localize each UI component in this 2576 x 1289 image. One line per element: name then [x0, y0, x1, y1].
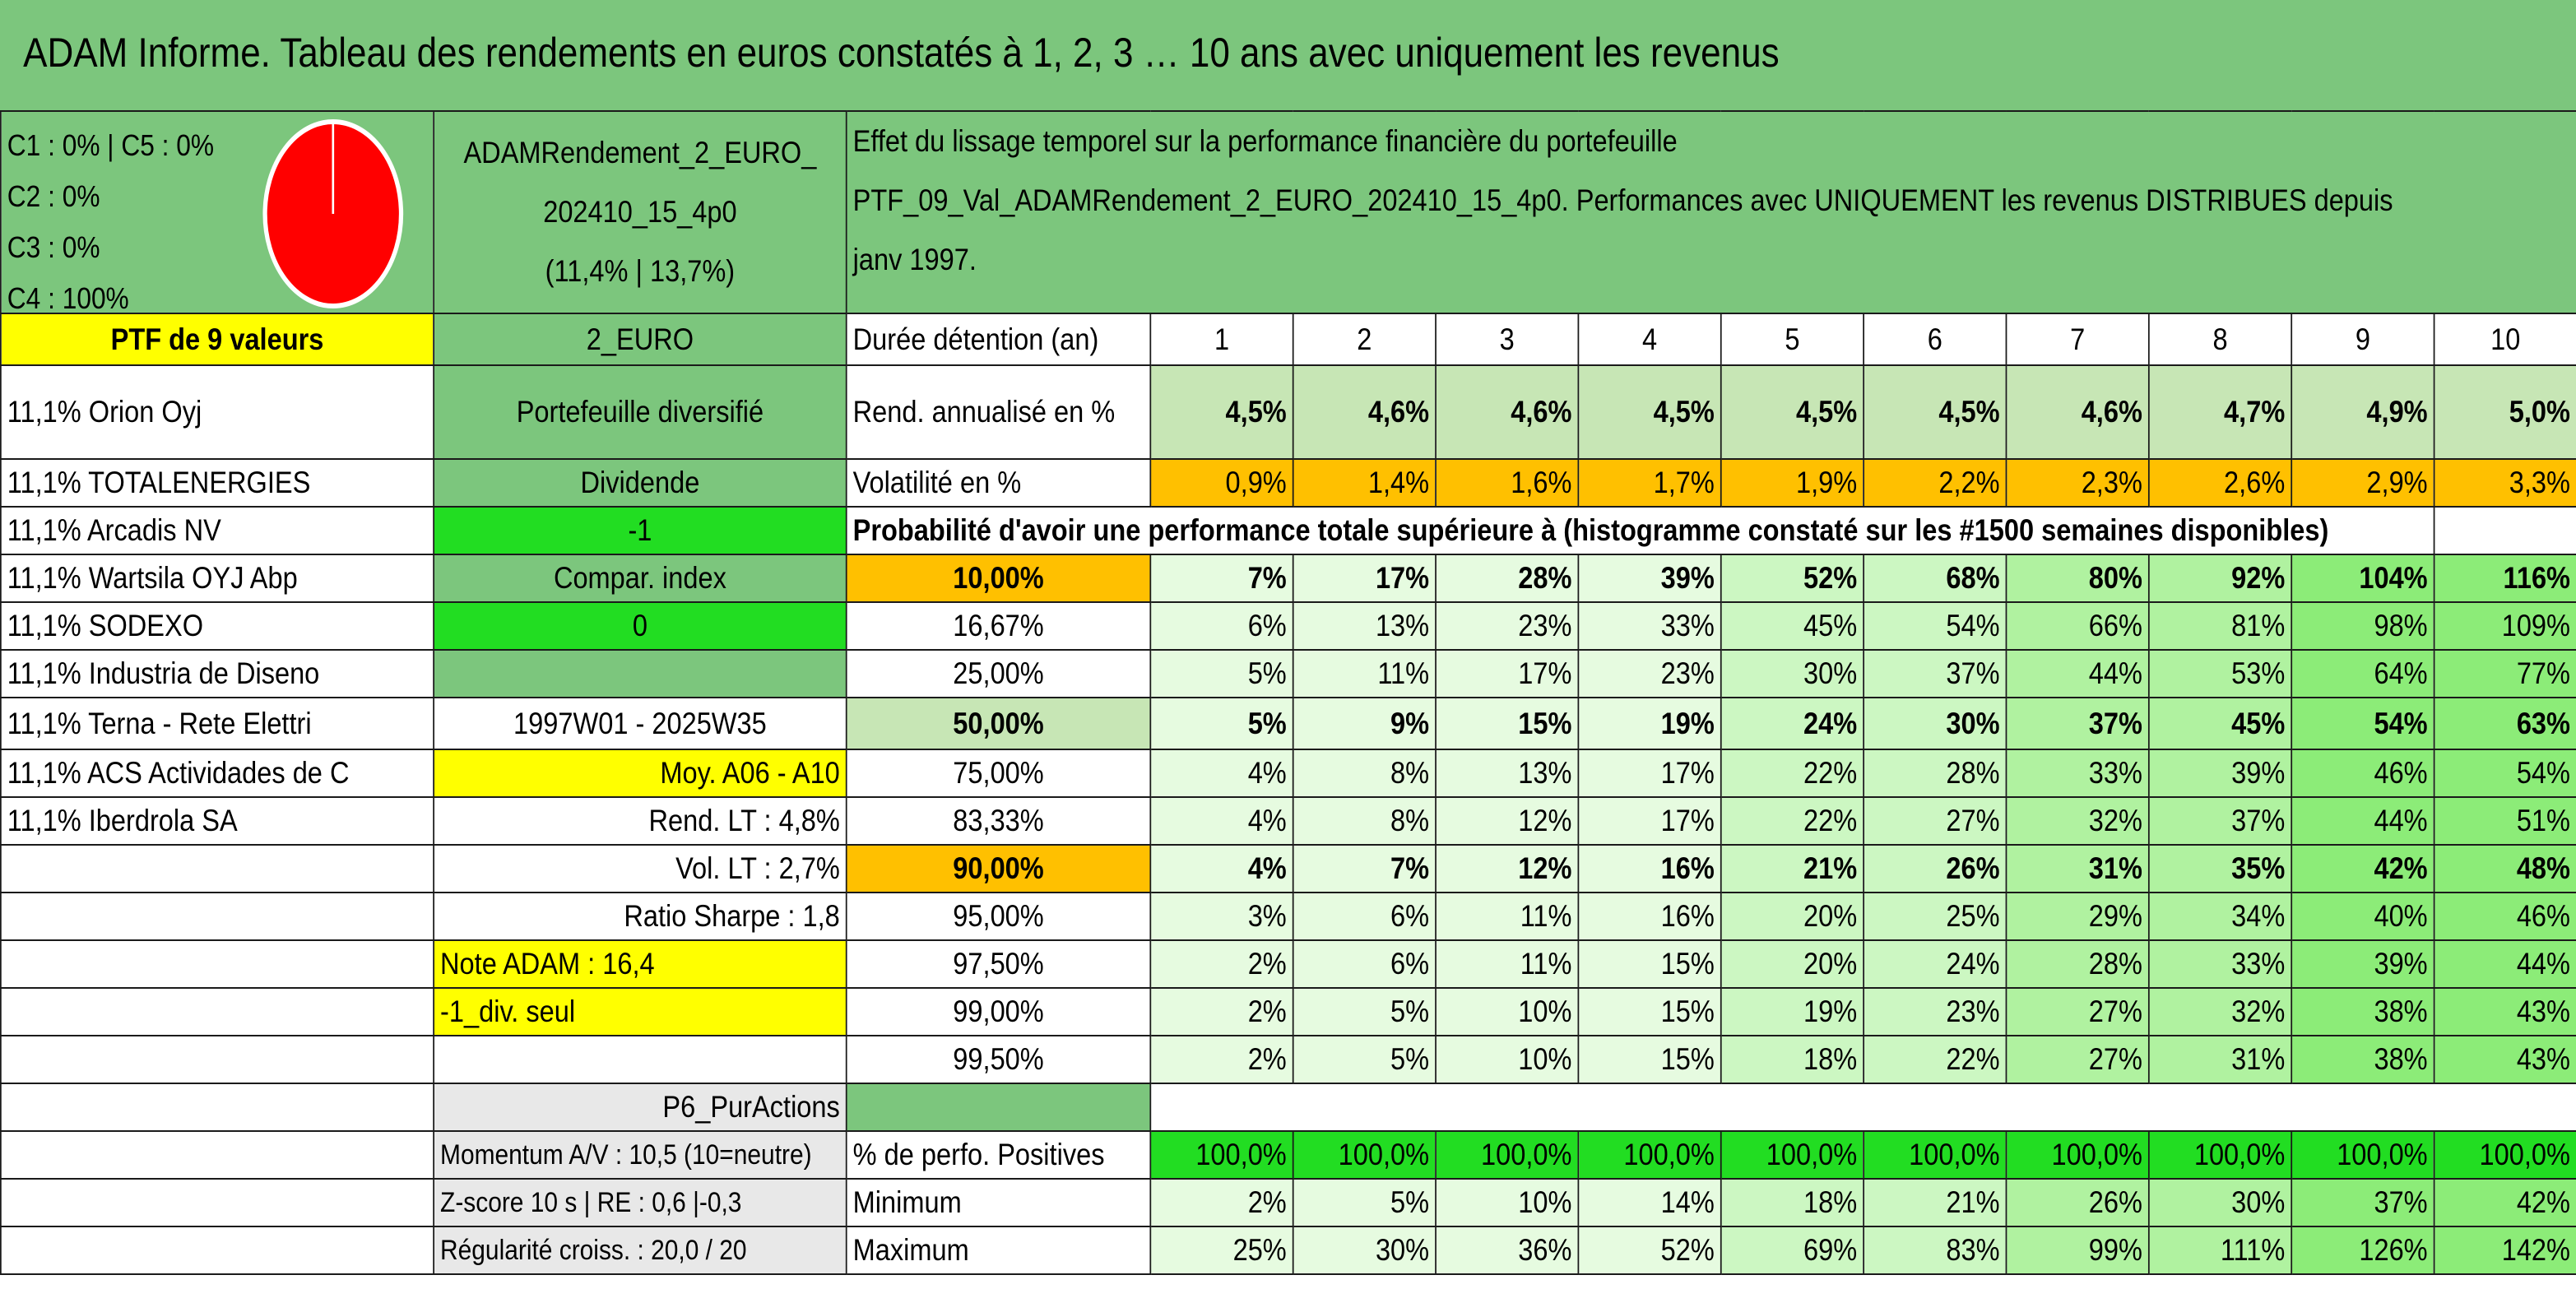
prob-value: 28%	[1864, 749, 2006, 797]
positives-value: 100,0%	[1721, 1131, 1864, 1179]
prob-value: 51%	[2434, 797, 2576, 845]
vol-value: 1,7%	[1578, 459, 1720, 507]
report-title: ADAM Informe. Tableau des rendements en euros constatés à 1, 2, 3 … 10 ans avec uniquement les revenus	[0, 0, 2576, 110]
prob-value: 45%	[2149, 698, 2291, 749]
empty-cell	[1, 988, 434, 1036]
vol-value: 1,9%	[1721, 459, 1864, 507]
prob-value: 34%	[2149, 893, 2291, 940]
prob-value: 13%	[1293, 602, 1436, 650]
year-header: 4	[1578, 313, 1720, 365]
duration-label: Durée détention (an)	[847, 313, 1151, 365]
rend-value: 4,5%	[1150, 365, 1293, 459]
rend-value: 4,5%	[1864, 365, 2006, 459]
holding-name: 11,1% ACS Actividades de C	[1, 749, 434, 797]
threshold-value: 75,00%	[847, 749, 1151, 797]
p6-row	[1, 1083, 2576, 1131]
maximum-value: 126%	[2291, 1226, 2434, 1274]
prob-value: 39%	[1578, 554, 1720, 602]
prob-value: 12%	[1436, 845, 1578, 893]
prob-value: 32%	[2006, 797, 2148, 845]
vol-value: 1,6%	[1436, 459, 1578, 507]
prob-value: 17%	[1293, 554, 1436, 602]
maximum-value: 111%	[2149, 1226, 2291, 1274]
prob-value: 22%	[1864, 1036, 2006, 1083]
vol-value: 2,9%	[2291, 459, 2434, 507]
minimum-value: 30%	[2149, 1179, 2291, 1226]
prob-value: 16%	[1578, 845, 1720, 893]
year-header: 9	[2291, 313, 2434, 365]
prob-value: 33%	[2006, 749, 2148, 797]
prob-value: 54%	[2291, 698, 2434, 749]
positives-label: % de perfo. Positives	[847, 1131, 1151, 1179]
allocation-line: C4 : 100%	[7, 281, 129, 313]
threshold-value: 99,50%	[847, 1036, 1151, 1083]
prob-value: 3%	[1150, 893, 1293, 940]
prob-value: 11%	[1436, 893, 1578, 940]
empty-cell	[1, 1083, 434, 1131]
prob-value: 31%	[2006, 845, 2148, 893]
holding-name: 11,1% SODEXO	[1, 602, 434, 650]
prob-value: 37%	[2006, 698, 2148, 749]
maximum-value: 142%	[2434, 1226, 2576, 1274]
prob-value: 38%	[2291, 1036, 2434, 1083]
prob-value: 54%	[1864, 602, 2006, 650]
empty-cell	[1, 940, 434, 988]
effect-description	[847, 111, 2576, 313]
vol-value: 2,2%	[1864, 459, 2006, 507]
empty-cell	[847, 1083, 1151, 1131]
positives-row	[1, 1131, 2576, 1179]
prob-value: 81%	[2149, 602, 2291, 650]
minimum-value: 37%	[2291, 1179, 2434, 1226]
prob-value: 10%	[1436, 988, 1578, 1036]
vol-value: 2,6%	[2149, 459, 2291, 507]
holding-name: 11,1% Wartsila OYJ Abp	[1, 554, 434, 602]
rend-value: 5,0%	[2434, 365, 2576, 459]
prob-value: 24%	[1721, 698, 1864, 749]
maximum-row	[1, 1226, 2576, 1274]
prob-value: 5%	[1150, 650, 1293, 698]
prob-value: 22%	[1721, 797, 1864, 845]
prob-row	[1, 554, 2576, 602]
rend-value: 4,6%	[1436, 365, 1578, 459]
p6-label: P6_PurActions	[434, 1083, 847, 1131]
rend-value: 4,5%	[1578, 365, 1720, 459]
prob-value: 23%	[1578, 650, 1720, 698]
rend-label: Rend. annualisé en %	[847, 365, 1151, 459]
prob-row	[1, 602, 2576, 650]
prob-value: 15%	[1578, 988, 1720, 1036]
prob-value: 15%	[1436, 698, 1578, 749]
portfolio-return-range: (11,4% | 13,7%)	[545, 254, 736, 288]
prob-value: 77%	[2434, 650, 2576, 698]
positives-value: 100,0%	[1436, 1131, 1578, 1179]
minimum-value: 14%	[1578, 1179, 1720, 1226]
empty-cell	[1, 893, 434, 940]
holding-name: 11,1% Industria de Diseno	[1, 650, 434, 698]
prob-value: 5%	[1150, 698, 1293, 749]
empty-cell	[434, 650, 847, 698]
minimum-value: 42%	[2434, 1179, 2576, 1226]
year-header: 6	[1864, 313, 2006, 365]
regularite-label: Régularité croiss. : 20,0 / 20	[434, 1226, 847, 1274]
prob-value: 44%	[2291, 797, 2434, 845]
effect-line: janv 1997.	[852, 243, 977, 276]
positives-value: 100,0%	[2006, 1131, 2148, 1179]
vol-label: Volatilité en %	[847, 459, 1151, 507]
vol-value: 2,3%	[2006, 459, 2148, 507]
allocation-pie-chart	[261, 117, 406, 311]
prob-value: 16%	[1578, 893, 1720, 940]
prob-header: Probabilité d'avoir une performance totale supérieure à (histogramme constaté sur les #1500 semaines disponibles)	[847, 507, 2434, 554]
prob-value: 27%	[1864, 797, 2006, 845]
holding-name: 11,1% Iberdrola SA	[1, 797, 434, 845]
momentum-label: Momentum A/V : 10,5 (10=neutre)	[434, 1131, 847, 1179]
minimum-value: 26%	[2006, 1179, 2148, 1226]
portfolio-type: Portefeuille diversifié	[434, 365, 847, 459]
prob-value: 44%	[2006, 650, 2148, 698]
empty-cell	[434, 1036, 847, 1083]
moy-label: Moy. A06 - A10	[434, 749, 847, 797]
prob-value: 43%	[2434, 1036, 2576, 1083]
threshold-value: 50,00%	[847, 698, 1151, 749]
prob-value: 15%	[1578, 1036, 1720, 1083]
prob-row	[1, 893, 2576, 940]
prob-value: 20%	[1721, 940, 1864, 988]
prob-value: 8%	[1293, 797, 1436, 845]
prob-value: 35%	[2149, 845, 2291, 893]
ptf-header: PTF de 9 valeurs	[1, 313, 434, 365]
rend-value: 4,5%	[1721, 365, 1864, 459]
prob-value: 2%	[1150, 940, 1293, 988]
prob-value: 8%	[1293, 749, 1436, 797]
effect-line: Effet du lissage temporel sur la performance financière du portefeuille	[852, 124, 1678, 158]
prob-value: 44%	[2434, 940, 2576, 988]
prob-value: 6%	[1150, 602, 1293, 650]
allocation-cell	[1, 111, 434, 313]
prob-value: 37%	[1864, 650, 2006, 698]
prob-row	[1, 749, 2576, 797]
portfolio-name-cell	[434, 111, 847, 313]
prob-value: 21%	[1721, 845, 1864, 893]
minimum-value: 18%	[1721, 1179, 1864, 1226]
maximum-value: 83%	[1864, 1226, 2006, 1274]
period-label: 1997W01 - 2025W35	[434, 698, 847, 749]
effect-line: PTF_09_Val_ADAMRendement_2_EURO_202410_15_4p0. Performances avec UNIQUEMENT les revenus DISTRIBUES depuis	[852, 183, 2393, 217]
prob-value: 10%	[1436, 1036, 1578, 1083]
prob-value: 29%	[2006, 893, 2148, 940]
rend-value: 4,6%	[2006, 365, 2148, 459]
prob-value: 53%	[2149, 650, 2291, 698]
prob-value: 23%	[1864, 988, 2006, 1036]
prob-value: 68%	[1864, 554, 2006, 602]
prob-value: 6%	[1293, 940, 1436, 988]
prob-value: 33%	[1578, 602, 1720, 650]
minimum-label: Minimum	[847, 1179, 1151, 1226]
year-header: 7	[2006, 313, 2148, 365]
prob-row	[1, 845, 2576, 893]
prob-value: 48%	[2434, 845, 2576, 893]
prob-value: 28%	[1436, 554, 1578, 602]
prob-value: 31%	[2149, 1036, 2291, 1083]
prob-row	[1, 698, 2576, 749]
minimum-value: 21%	[1864, 1179, 2006, 1226]
positives-value: 100,0%	[1578, 1131, 1720, 1179]
div-seul-label: -1_div. seul	[434, 988, 847, 1036]
threshold-value: 99,00%	[847, 988, 1151, 1036]
prob-value: 19%	[1721, 988, 1864, 1036]
prob-value: 4%	[1150, 749, 1293, 797]
prob-value: 9%	[1293, 698, 1436, 749]
rend-row	[1, 365, 2576, 459]
threshold-value: 10,00%	[847, 554, 1151, 602]
vol-value: 3,3%	[2434, 459, 2576, 507]
threshold-value: 25,00%	[847, 650, 1151, 698]
prob-value: 32%	[2149, 988, 2291, 1036]
prob-value: 17%	[1578, 749, 1720, 797]
holding-name: 11,1% Orion Oyj	[1, 365, 434, 459]
empty-cell	[1150, 1083, 2576, 1131]
prob-value: 4%	[1150, 845, 1293, 893]
maximum-label: Maximum	[847, 1226, 1151, 1274]
prob-value: 66%	[2006, 602, 2148, 650]
prob-value: 15%	[1578, 940, 1720, 988]
prob-value: 30%	[1864, 698, 2006, 749]
rend-value: 4,9%	[2291, 365, 2434, 459]
empty-cell	[2434, 507, 2576, 554]
prob-value: 2%	[1150, 1036, 1293, 1083]
vol-row	[1, 459, 2576, 507]
prob-row	[1, 650, 2576, 698]
year-header: 1	[1150, 313, 1293, 365]
holding-name: 11,1% Arcadis NV	[1, 507, 434, 554]
minimum-value: 5%	[1293, 1179, 1436, 1226]
portfolio-name-line: 202410_15_4p0	[543, 195, 737, 229]
positives-value: 100,0%	[2434, 1131, 2576, 1179]
maximum-value: 25%	[1150, 1226, 1293, 1274]
prob-value: 30%	[1721, 650, 1864, 698]
positives-value: 100,0%	[2291, 1131, 2434, 1179]
maximum-value: 52%	[1578, 1226, 1720, 1274]
prob-value: 7%	[1150, 554, 1293, 602]
threshold-value: 16,67%	[847, 602, 1151, 650]
prob-value: 109%	[2434, 602, 2576, 650]
prob-value: 7%	[1293, 845, 1436, 893]
prob-value: 98%	[2291, 602, 2434, 650]
prob-value: 33%	[2149, 940, 2291, 988]
prob-value: 39%	[2291, 940, 2434, 988]
prob-value: 22%	[1721, 749, 1864, 797]
prob-value: 28%	[2006, 940, 2148, 988]
positives-value: 100,0%	[1864, 1131, 2006, 1179]
prob-value: 43%	[2434, 988, 2576, 1036]
threshold-value: 97,50%	[847, 940, 1151, 988]
prob-value: 17%	[1578, 797, 1720, 845]
prob-value: 4%	[1150, 797, 1293, 845]
note-label: Note ADAM : 16,4	[434, 940, 847, 988]
prob-value: 63%	[2434, 698, 2576, 749]
maximum-value: 36%	[1436, 1226, 1578, 1274]
prob-value: 5%	[1293, 988, 1436, 1036]
prob-value: 23%	[1436, 602, 1578, 650]
holding-name: 11,1% Terna - Rete Elettri	[1, 698, 434, 749]
prob-value: 26%	[1864, 845, 2006, 893]
prob-value: 80%	[2006, 554, 2148, 602]
prob-row	[1, 1036, 2576, 1083]
prob-value: 12%	[1436, 797, 1578, 845]
allocation-line: C3 : 0%	[7, 230, 100, 264]
maximum-value: 69%	[1721, 1226, 1864, 1274]
prob-value: 24%	[1864, 940, 2006, 988]
threshold-value: 83,33%	[847, 797, 1151, 845]
prob-value: 17%	[1436, 650, 1578, 698]
prob-row	[1, 797, 2576, 845]
prob-value: 37%	[2149, 797, 2291, 845]
portfolio-name-line: ADAMRendement_2_EURO_	[463, 136, 817, 169]
maximum-value: 30%	[1293, 1226, 1436, 1274]
year-header: 3	[1436, 313, 1578, 365]
currency-label: 2_EURO	[434, 313, 847, 365]
vol-value: 1,4%	[1293, 459, 1436, 507]
positives-value: 100,0%	[2149, 1131, 2291, 1179]
prob-value: 19%	[1578, 698, 1720, 749]
prob-value: 52%	[1721, 554, 1864, 602]
allocation-legend	[7, 120, 214, 313]
prob-value: 39%	[2149, 749, 2291, 797]
empty-cell	[1, 1226, 434, 1274]
prob-value: 27%	[2006, 1036, 2148, 1083]
positives-value: 100,0%	[1150, 1131, 1293, 1179]
prob-value: 2%	[1150, 988, 1293, 1036]
rend-value: 4,7%	[2149, 365, 2291, 459]
prob-value: 54%	[2434, 749, 2576, 797]
empty-cell	[1, 1036, 434, 1083]
prob-value: 11%	[1436, 940, 1578, 988]
header-row	[1, 313, 2576, 365]
prob-value: 25%	[1864, 893, 2006, 940]
report-table	[0, 110, 2576, 1275]
empty-cell	[1, 845, 434, 893]
prob-value: 27%	[2006, 988, 2148, 1036]
year-header: 8	[2149, 313, 2291, 365]
allocation-line: C2 : 0%	[7, 179, 100, 213]
rend-value: 4,6%	[1293, 365, 1436, 459]
prob-value: 6%	[1293, 893, 1436, 940]
positives-value: 100,0%	[1293, 1131, 1436, 1179]
prob-row	[1, 940, 2576, 988]
prob-value: 116%	[2434, 554, 2576, 602]
minimum-value: 10%	[1436, 1179, 1578, 1226]
prob-value: 38%	[2291, 988, 2434, 1036]
dividende-label: Dividende	[434, 459, 847, 507]
allocation-line: C1 : 0% | C5 : 0%	[7, 128, 215, 162]
threshold-value: 90,00%	[847, 845, 1151, 893]
prob-row	[1, 988, 2576, 1036]
prob-value: 42%	[2291, 845, 2434, 893]
prob-value: 46%	[2434, 893, 2576, 940]
prob-value: 92%	[2149, 554, 2291, 602]
rend-lt-label: Rend. LT : 4,8%	[434, 797, 847, 845]
empty-cell	[1, 1179, 434, 1226]
prob-value: 13%	[1436, 749, 1578, 797]
minimum-value: 2%	[1150, 1179, 1293, 1226]
sharpe-label: Ratio Sharpe : 1,8	[434, 893, 847, 940]
prob-value: 40%	[2291, 893, 2434, 940]
prob-value: 20%	[1721, 893, 1864, 940]
zero-value: 0	[434, 602, 847, 650]
prob-value: 46%	[2291, 749, 2434, 797]
empty-cell	[1, 1131, 434, 1179]
year-header: 2	[1293, 313, 1436, 365]
prob-value: 64%	[2291, 650, 2434, 698]
compar-index-label: Compar. index	[434, 554, 847, 602]
threshold-value: 95,00%	[847, 893, 1151, 940]
prob-value: 18%	[1721, 1036, 1864, 1083]
maximum-value: 99%	[2006, 1226, 2148, 1274]
zscore-label: Z-score 10 s | RE : 0,6 |-0,3	[434, 1179, 847, 1226]
vol-lt-label: Vol. LT : 2,7%	[434, 845, 847, 893]
prob-value: 104%	[2291, 554, 2434, 602]
prob-value: 5%	[1293, 1036, 1436, 1083]
prob-value: 11%	[1293, 650, 1436, 698]
prob-header-row	[1, 507, 2576, 554]
prob-value: 45%	[1721, 602, 1864, 650]
minus-one-value: -1	[434, 507, 847, 554]
year-header: 5	[1721, 313, 1864, 365]
year-header: 10	[2434, 313, 2576, 365]
minimum-row	[1, 1179, 2576, 1226]
vol-value: 0,9%	[1150, 459, 1293, 507]
holding-name: 11,1% TOTALENERGIES	[1, 459, 434, 507]
